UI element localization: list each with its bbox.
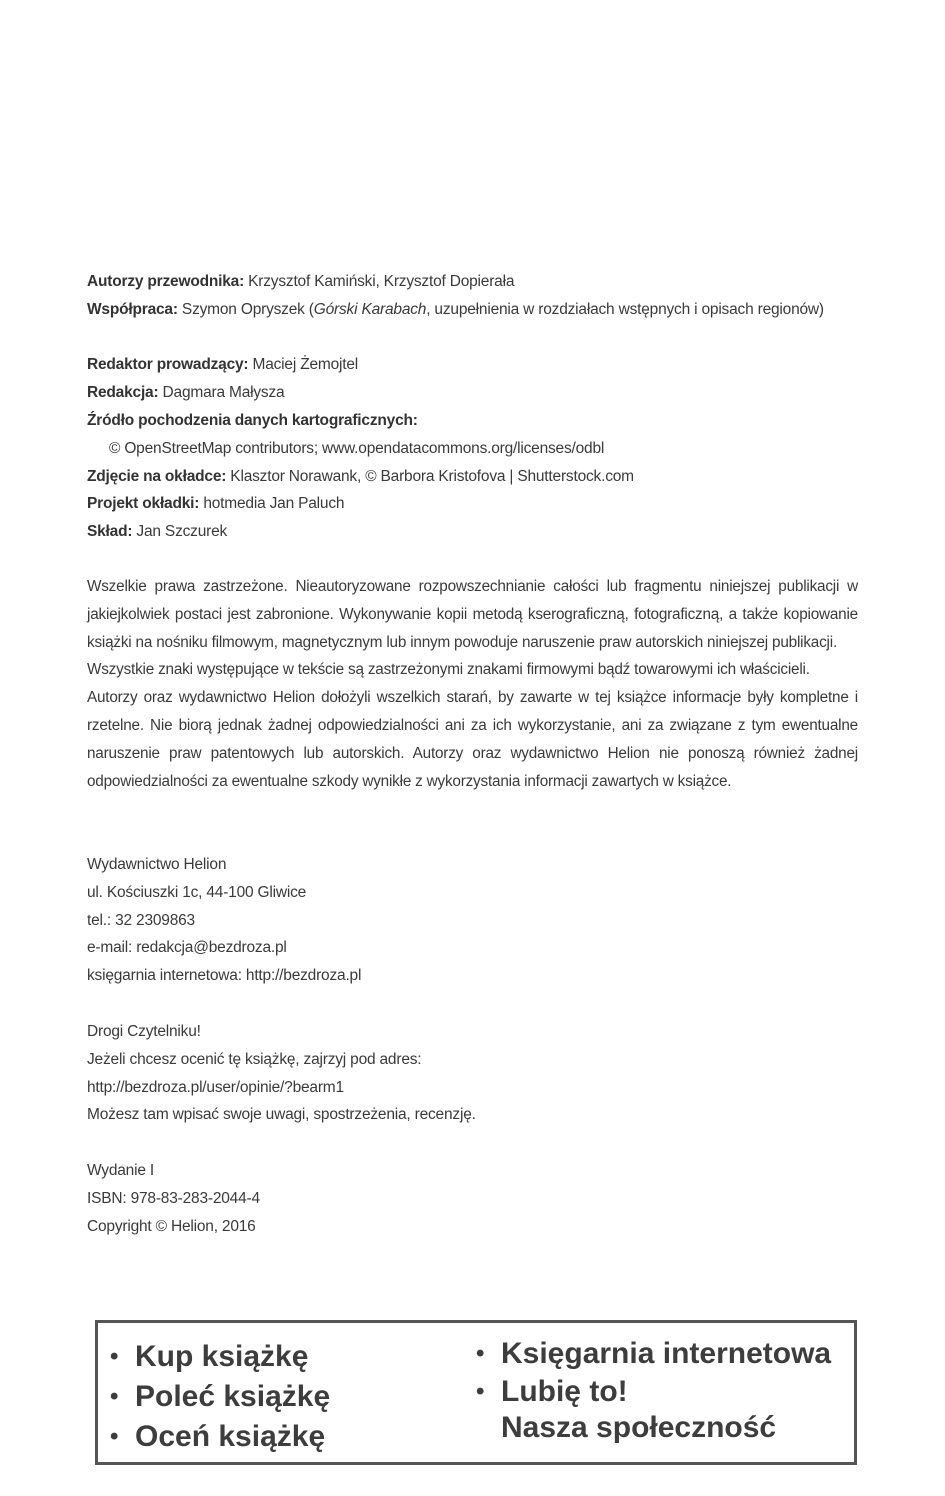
- publisher-address: ul. Kościuszki 1c, 44-100 Gliwice: [87, 883, 307, 901]
- isbn: ISBN: 978-83-283-2044-4: [87, 1189, 260, 1207]
- promo-column-right: [476, 1335, 831, 1445]
- credit-cooperation: [87, 296, 867, 324]
- credit-value: , uzupełnienia w rozdziałach wstępnych i opisach regionów): [426, 300, 824, 318]
- credit-value: Jan Szczurek: [132, 523, 228, 541]
- bookstore-label: Księgarnia internetowa: [501, 1337, 832, 1370]
- reader-line: Jeżeli chcesz ocenić tę książkę, zajrzyj pod adres:: [87, 1050, 422, 1068]
- reader-url: http://bezdroza.pl/user/opinie/?bearm1: [87, 1078, 344, 1096]
- credit-label: Redakcja:: [87, 384, 159, 402]
- publisher-info: [87, 851, 687, 990]
- publisher-name: Wydawnictwo Helion: [87, 856, 227, 873]
- credit-value: Szymon Opryszek (: [177, 300, 314, 318]
- promo-column-left: [110, 1337, 330, 1457]
- community-link[interactable]: Nasza społeczność: [501, 1411, 777, 1444]
- bullet-icon: •: [110, 1383, 119, 1410]
- bullet-icon: •: [476, 1378, 485, 1405]
- credit-cover-design: [87, 490, 867, 518]
- buy-book-link[interactable]: [110, 1337, 330, 1377]
- credit-editing: [87, 379, 867, 407]
- like-link[interactable]: [476, 1373, 831, 1411]
- credit-label: Redaktor prowadzący:: [87, 356, 249, 374]
- edition-info: [87, 1157, 687, 1240]
- rate-book-link[interactable]: [110, 1417, 330, 1457]
- credit-value: Dagmara Małysza: [158, 384, 285, 402]
- credits-block: [87, 268, 867, 546]
- credit-value: hotmedia Jan Paluch: [199, 495, 345, 513]
- credit-typesetting: [87, 518, 867, 546]
- credit-label: Zdjęcie na okładce:: [87, 467, 227, 485]
- recommend-book-label: Poleć książkę: [135, 1380, 331, 1413]
- legal-paragraph: Autorzy oraz wydawnictwo Helion dołożyli wszelkich starań, by zawarte w tej książce informacje były kompletne i rzetelne. Nie biorą jednak żadnej odpowiedzialności ani za ich wykorzystanie, ani za związane z tym ewentualne naruszenie praw patentowych lub autorskich. Autorzy oraz wydawnictwo Helion nie ponoszą również żadnej odpowiedzialności za ewentualne szkody wynikłe z wykorzystania informacji zawartych w książce.: [87, 689, 858, 790]
- bullet-icon: •: [476, 1340, 485, 1367]
- rate-book-label: Oceń książkę: [135, 1420, 326, 1453]
- legal-notice: [87, 573, 858, 795]
- credit-map-source-value: © OpenStreetMap contributors; www.opendatacommons.org/licenses/odbl: [109, 439, 605, 457]
- credit-label: Współpraca:: [87, 300, 178, 318]
- bookstore-link[interactable]: [476, 1335, 831, 1373]
- credit-value: Krzysztof Kamiński, Krzysztof Dopierała: [244, 273, 515, 290]
- publisher-email: e-mail: redakcja@bezdroza.pl: [87, 939, 287, 957]
- recommend-book-link[interactable]: [110, 1377, 330, 1417]
- edition-number: Wydanie I: [87, 1162, 154, 1179]
- reader-greeting: Drogi Czytelniku!: [87, 1023, 201, 1040]
- publisher-shop: księgarnia internetowa: http://bezdroza.pl: [87, 967, 362, 985]
- credit-label: Projekt okładki:: [87, 495, 200, 513]
- credit-lead-editor: [87, 351, 867, 379]
- publisher-phone: tel.: 32 2309863: [87, 911, 195, 929]
- copyright: Copyright © Helion, 2016: [87, 1217, 256, 1235]
- buy-book-label: Kup książkę: [135, 1340, 309, 1373]
- credit-label: Skład:: [87, 523, 133, 541]
- reader-note: [87, 1018, 687, 1129]
- reader-line: Możesz tam wpisać swoje uwagi, spostrzeżenia, recenzję.: [87, 1106, 476, 1124]
- bullet-icon: •: [110, 1423, 119, 1450]
- credit-authors: [87, 268, 867, 296]
- promo-box: [95, 1320, 857, 1465]
- credit-value: Klasztor Norawank, © Barbora Kristofova | Shutterstock.com: [226, 467, 634, 485]
- legal-paragraph: Wszystkie znaki występujące w tekście są zastrzeżonymi znakami firmowymi bądź towarowymi ich właścicieli.: [87, 661, 810, 679]
- legal-paragraph: Wszelkie prawa zastrzeżone. Nieautoryzowane rozpowszechnianie całości lub fragmentu niniejszej publikacji w jakiejkolwiek postaci jest zabronione. Wykonywanie kopii metodą kserograficzną, fotograficzną, a także kopiowanie książki na nośniku filmowym, magnetycznym lub innym powoduje naruszenie praw autorskich niniejszej publikacji.: [87, 578, 858, 651]
- credit-label: Autorzy przewodnika:: [87, 273, 245, 290]
- credit-value: Maciej Żemojtel: [248, 356, 359, 374]
- like-label: Lubię to!: [501, 1375, 628, 1408]
- bullet-icon: •: [110, 1343, 119, 1370]
- credit-value-italic: Górski Karabach: [313, 300, 427, 318]
- credit-map-source: [87, 407, 867, 435]
- credit-label: Źródło pochodzenia danych kartograficznych:: [87, 411, 418, 429]
- credit-cover-photo: [87, 463, 867, 491]
